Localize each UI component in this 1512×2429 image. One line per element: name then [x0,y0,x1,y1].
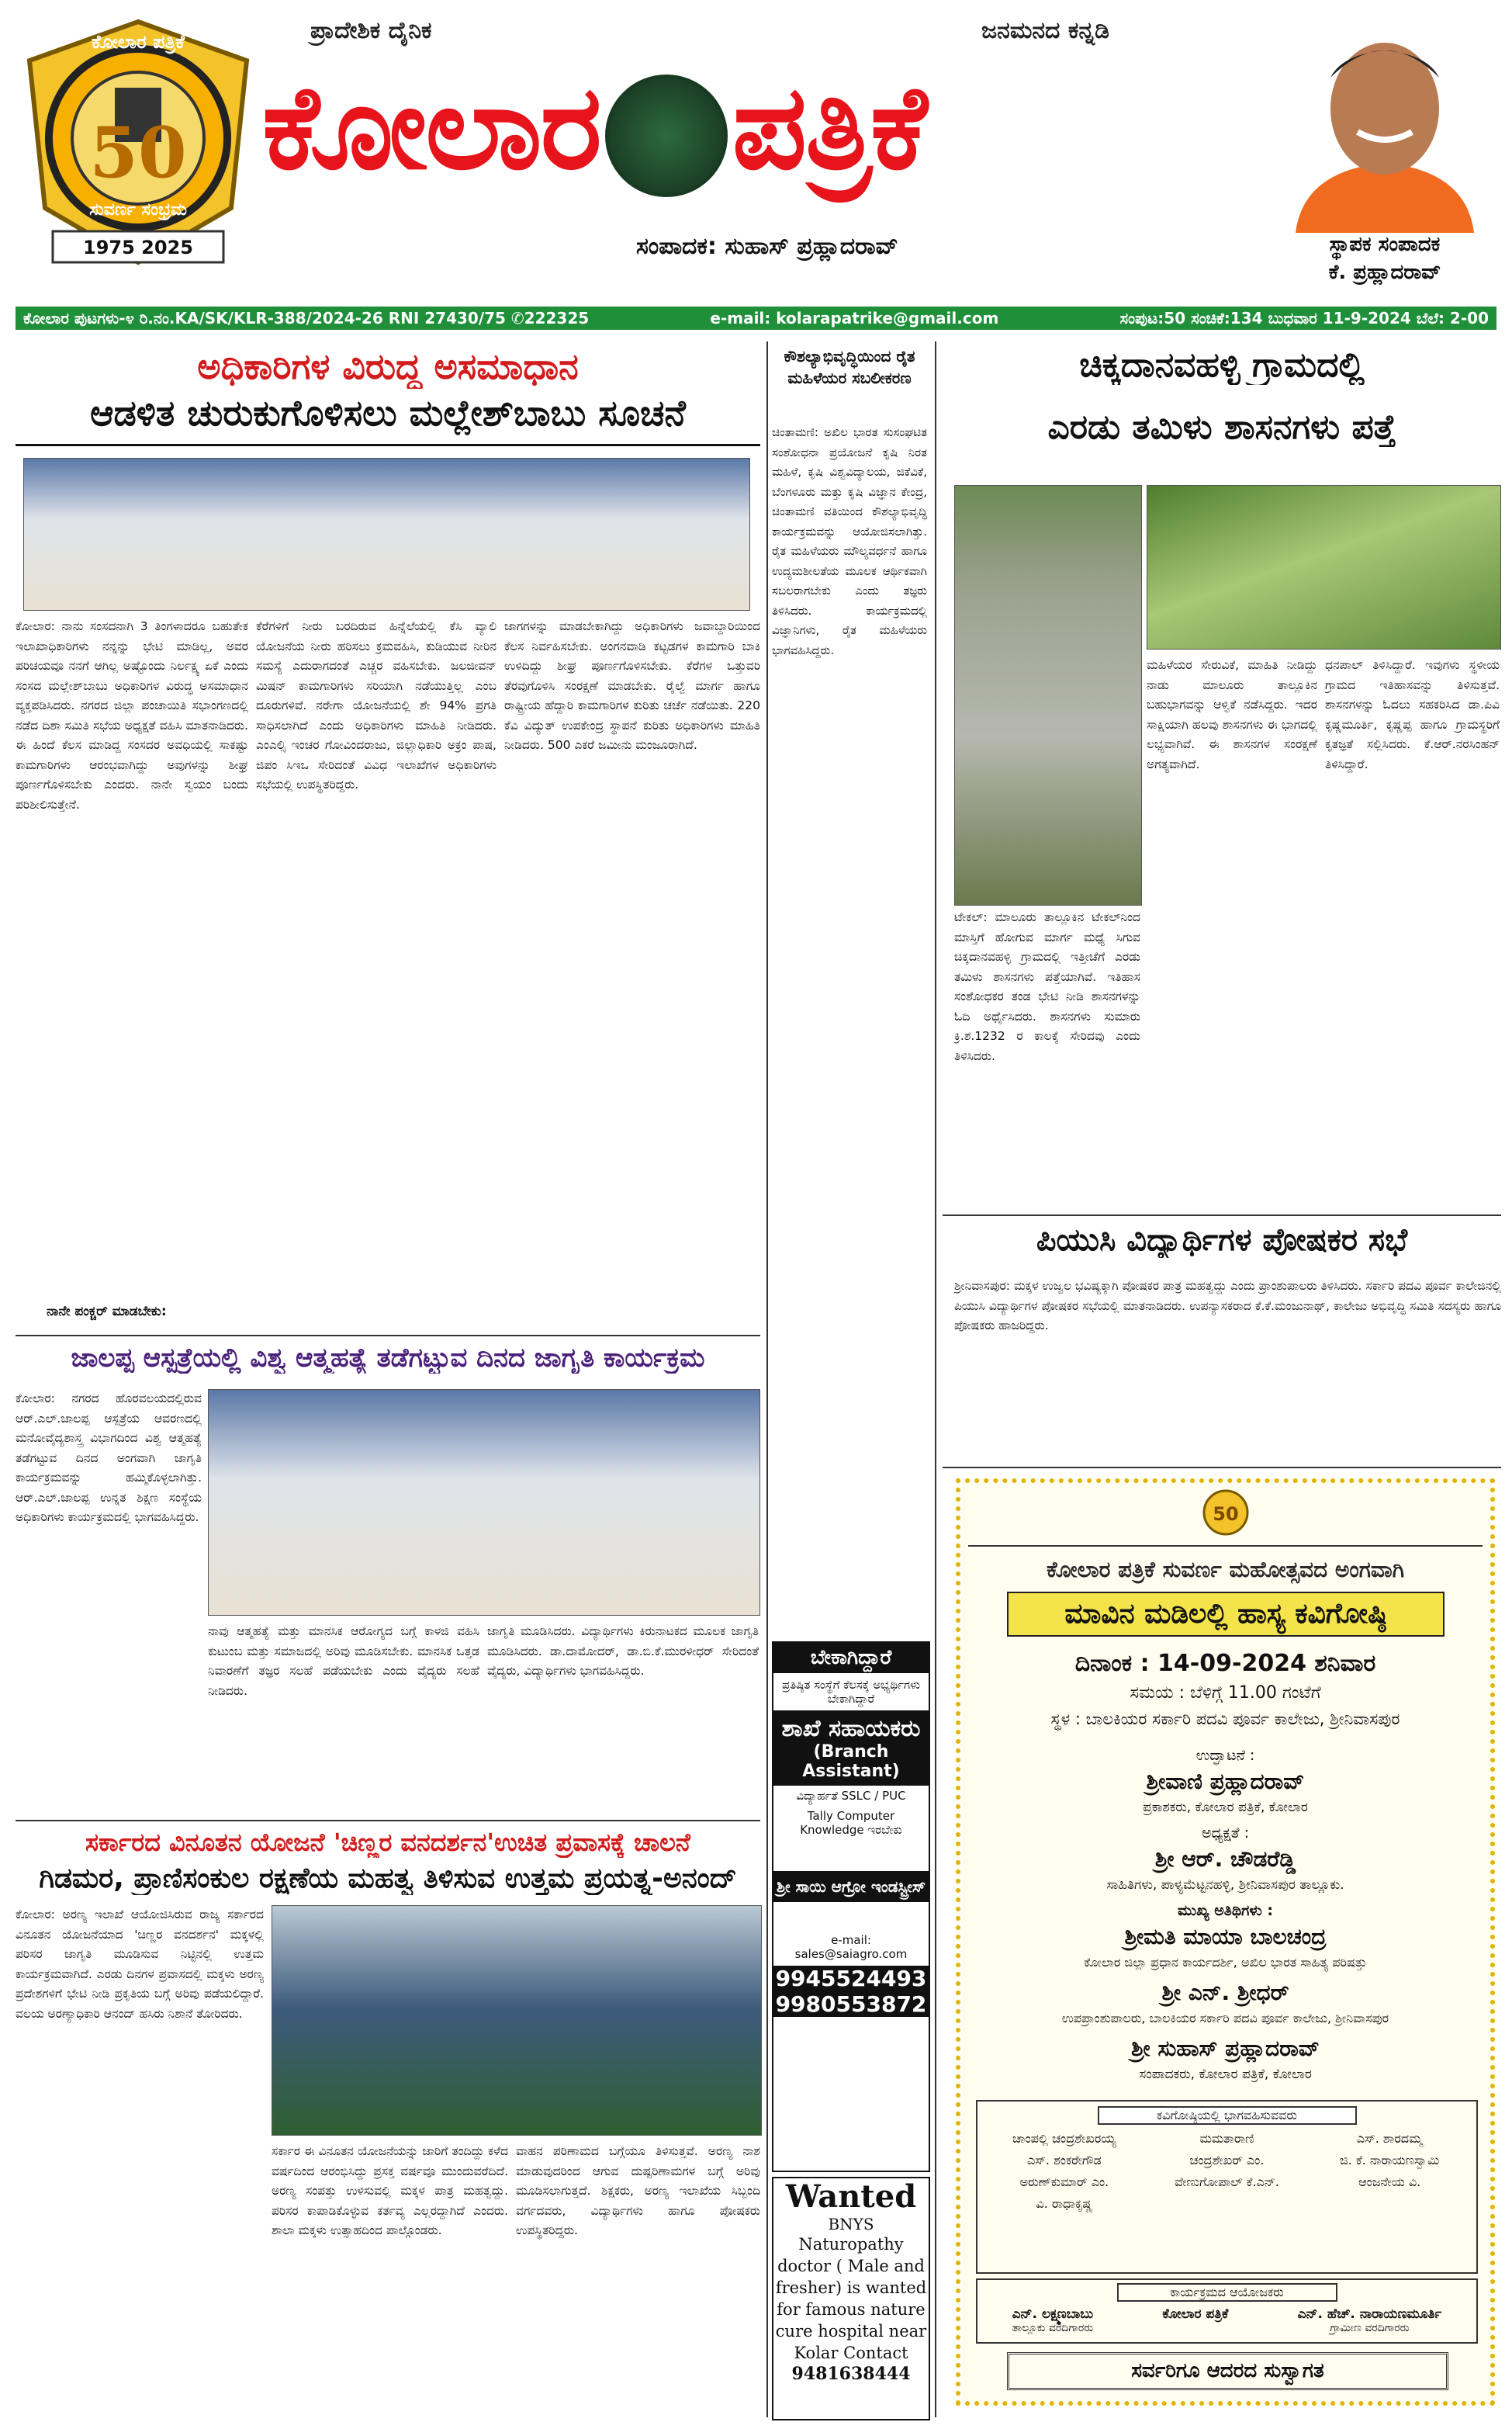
poet-name: ಮಮತಾರಾಣಿ [1199,2131,1254,2146]
story3-col2: ಸರ್ಕಾರ ಈ ವಿನೂತನ ಯೋಜನೆಯನ್ನು ಜಾರಿಗೆ ತಂದಿದ್ದು ಕಳೆದ ವರ್ಷದಿಂದ ಆರಂಭಿಸಿದ್ದು ಪ್ರಸಕ್ತ ವರ್ಷವೂ ಮುಂದುವರೆದಿದೆ. ಅರಣ್ಯ ಸಂಪತ್ತು ಉಳಿಸುವಲ್ಲಿ ಮಕ್ಕಳ ಪಾತ್ರ ಮಹತ್ವದ್ದು. ಪರಿಸರ ಕಾಪಾಡಿಕೊಳ್ಳುವ ಕರ್ತವ್ಯ ಎಲ್ಲರದ್ದಾಗಿದೆ ಎಂದರು. ಶಾಲಾ ಮಕ್ಕಳು ಉತ್ಸಾಹದಿಂದ ಪಾಲ್ಗೊಂಡರು. [272,2144,508,2237]
divider [943,1214,1501,1216]
organisers-label: ಕಾರ್ಯಕ್ರಮದ ಆಯೋಜಕರು [1117,2283,1337,2302]
invite-guest-5-desc: ಸಂಪಾದಕರು, ಕೋಲಾರ ಪತ್ರಿಕೆ, ಕೋಲಾರ [1139,2067,1312,2082]
advert-company: ಶ್ರೀ ಸಾಯಿ ಆಗ್ರೋ ಇಂಡಸ್ಟ್ರೀಸ್ [773,1871,929,1902]
job-advert [772,1641,930,2172]
villagers-photo [1147,485,1501,650]
story3-headline1: ಸರ್ಕಾರದ ವಿನೂತನ ಯೋಜನೆ 'ಚಿಣ್ಣರ ವನದರ್ಶನ'ಉಚಿತ ಪ್ರವಾಸಕ್ಕೆ ಚಾಲನೆ [85,1828,690,1857]
divider [943,1467,1501,1468]
divider [16,1820,760,1821]
invite-role-chief-guests: ಮುಖ್ಯ ಅತಿಥಿಗಳು : [1178,1902,1273,1919]
invite-banner: ಕೋಲಾರ ಪತ್ರಿಕೆ ಸುವರ್ಣ ಮಹೋತ್ಸವದ ಅಂಗವಾಗಿ [1046,1557,1405,1582]
wanted-text: Naturopathy doctor ( Male and fresher) is wanted for famous nature cure hospital near Kolar Contact [775,2235,927,2362]
seal-top-text: ಕೋಲಾರ ಪತ್ರಿಕೆ [92,31,185,53]
invite-guest-3-desc: ಕೋಲಾರ ಜಿಲ್ಲಾ ಪ್ರಧಾನ ಕಾರ್ಯದರ್ಶಿ, ಅಖಿಲ ಭಾರತ ಸಾಹಿತ್ಯ ಪರಿಷತ್ತು [1084,1955,1367,1970]
story4-headline1: ಚಿಕ್ಕದಾನವಹಳ್ಳಿ ಗ್ರಾಮದಲ್ಲಿ [1079,345,1365,385]
story1-col2: ಕೆರೆಗಳಿಗೆ ನೀರು ಬರದಿರುವ ಹಿನ್ನೆಲೆಯಲ್ಲಿ ಕೆಸಿ ವ್ಯಾಲಿ ಯೋಜನೆಯ ನೀರು ಹರಿಸಲು ಕ್ರಮವಹಿಸಿ, ಕುಡಿಯುವ ನೀರಿನ ಸಮಸ್ಯೆ ಎದುರಾಗದಂತೆ ಎಚ್ಚರ ವಹಿಸಬೇಕು. ಜಲಜೀವನ್ ಮಿಷನ್ ಕಾಮಗಾರಿಗಳು ಸರಿಯಾಗಿ ನಡೆಯುತ್ತಿಲ್ಲ ಎಂಬ ದೂರುಗಳಿವೆ. ನರೇಗಾ ಯೋಜನೆಯಲ್ಲಿ ಶೇ 94% ಪ್ರಗತಿ ಸಾಧಿಸಲಾಗಿದೆ ಎಂದು ಅಧಿಕಾರಿಗಳು ಮಾಹಿತಿ ನೀಡಿದರು. ಎಂಎಲ್ಸಿ ಇಂಚರ ಗೋವಿಂದರಾಜು, ಜಿಲ್ಲಾಧಿಕಾರಿ ಅಕ್ರಂ ಪಾಷ, ಜಿಪಂ ಸಿಇಒ ಸೇರಿದಂತೆ ವಿವಿಧ ಇಲಾಖೆಗಳ ಅಧಿಕಾರಿಗಳು ಸಭೆಯಲ್ಲಿ ಉಪಸ್ಥಿತರಿದ್ದರು. [256,619,497,792]
issue-info: ಸಂಪುಟ:50 ಸಂಚಿಕೆ:134 ಬುಧವಾರ 11-9-2024 ಬೆಲೆ: 2-00 [1119,309,1489,327]
story1-headline1: ಅಧಿಕಾರಿಗಳ ವಿರುದ್ಧ ಅಸಮಾಧಾನ [197,345,579,387]
meeting-photo [23,458,750,611]
column-divider [935,341,936,2417]
advert-intro: ಪ್ರತಿಷ್ಠಿತ ಸಂಸ್ಥೆಗೆ ಕೆಲಸಕ್ಕೆ ಅಭ್ಯರ್ಥಿಗಳು ಬೇಕಾಗಿದ್ದಾರೆ [781,1678,921,1706]
info-strip [16,307,1496,330]
elephant-emblem-icon [605,74,728,197]
advert-phone-2: 9980553872 [773,1991,929,2017]
seal-years: 1975 2025 [83,237,193,258]
poet-name: ಅರುಣ್‌ಕುಮಾರ್ ಎಂ. [1019,2174,1109,2189]
invite-guest-4-desc: ಉಪಪ್ರಾಂಶುಪಾಲರು, ಬಾಲಕಿಯರ ಸರ್ಕಾರಿ ಪದವಿ ಪೂರ್ವ ಕಾಲೇಜು, ಶ್ರೀನಿವಾಸಪುರ [1061,2011,1389,2025]
invite-guest-1: ಶ್ರೀವಾಣಿ ಪ್ರಹ್ಲಾದರಾವ್ [1146,1769,1305,1794]
editor-line: ಸಂಪಾದಕ: ಸುಹಾಸ್ ಪ್ರಹ್ಲಾದರಾವ್ [636,233,898,260]
advert-role-kannada: ಶಾಖೆ ಸಹಾಯಕರು [781,1715,921,1742]
story4-col2: ಮಹಿಳೆಯರ ಸೇರುವಿಕೆ, ಮಾಹಿತಿ ನೀಡಿದ್ದು ನಾಡು ಮಾಲೂರು ತಾಲ್ಲೂಕಿನ ಬಹುಭಾಗವನ್ನು ಆಳ್ವಿಕೆ ನಡೆಸಿದ್ದರು. ಇದರ ಸಾಕ್ಷಿಯಾಗಿ ಹಲವು ಶಾಸನಗಳು ಈ ಭಾಗದಲ್ಲಿ ಲಭ್ಯವಾಗಿವೆ. ಈ ಶಾಸನಗಳ ಸಂರಕ್ಷಣೆ ಅಗತ್ಯವಾಗಿದೆ. [1147,658,1317,771]
advert-qualification: ವಿದ್ಯಾರ್ಹತೆ SSLC / PUC [796,1789,906,1803]
story2-col2: ನಾವು ಆತ್ಮಹತ್ಯೆ ಮತ್ತು ಮಾನಸಿಕ ಆರೋಗ್ಯದ ಬಗ್ಗೆ ಕಾಳಜಿ ವಹಿಸಿ ಕುಟುಂಬ ಮತ್ತು ಸಮಾಜದಲ್ಲಿ ಅರಿವು ಮೂಡಿಸಬೇಕು. ಮಾನಸಿಕ ಒತ್ತಡ ನಿವಾರಣೆಗೆ ತಜ್ಞರ ಸಲಹೆ ಪಡೆಯಬೇಕು ಎಂದು ವೈದ್ಯರು ಸಲಹೆ ನೀಡಿದರು. [208,1624,479,1698]
rule [16,444,760,446]
poet-name: ವೇಣುಗೋಪಾಲ್ ಕೆ.ಎನ್. [1175,2174,1279,2189]
event-invitation [956,1478,1495,2406]
invite-guest-5: ಶ್ರೀ ಸುಹಾಸ್ ಪ್ರಹ್ಲಾದರಾವ್ [1131,2036,1320,2061]
poets-list [977,2131,1476,2212]
story4-headline2: ಎರಡು ತಮಿಳು ಶಾಸನಗಳು ಪತ್ತೆ [1047,407,1396,447]
poet-name: ಎಸ್. ಶಂಕರೇಗೌಡ [1026,2153,1102,2167]
founder-portrait [1272,23,1497,233]
column-divider [766,341,768,2417]
story5-text: ಶ್ರೀನಿವಾಸಪುರ: ಮಕ್ಕಳ ಉಜ್ವಲ ಭವಿಷ್ಯಕ್ಕಾಗಿ ಪೋಷಕರ ಪಾತ್ರ ಮಹತ್ವದ್ದು ಎಂದು ಪ್ರಾಂಶುಪಾಲರು ತಿಳಿಸಿದರು. ಸರ್ಕಾರಿ ಪದವಿ ಪೂರ್ವ ಕಾಲೇಜಿನಲ್ಲಿ ಪಿಯುಸಿ ವಿದ್ಯಾರ್ಥಿಗಳ ಪೋಷಕರ ಸಭೆಯಲ್ಲಿ ಮಾತನಾಡಿದರು. ಉಪನ್ಯಾಸಕರಾದ ಕೆ.ಕೆ.ಮಂಜುನಾಥ್, ಕಾಲೇಜು ಅಭಿವೃದ್ಧಿ ಸಮಿತಿ ಸದಸ್ಯರು ಹಾಗೂ ಪೋಷಕರು ಹಾಜರಿದ್ದರು. [954,1279,1501,1332]
story4-col1: ಟೇಕಲ್: ಮಾಲೂರು ತಾಲ್ಲೂಕಿನ ಟೇಕಲ್‌ನಿಂದ ಮಾಸ್ತಿಗೆ ಹೋಗುವ ಮಾರ್ಗ ಮಧ್ಯೆ ಸಿಗುವ ಚಿಕ್ಕದಾನವಹಳ್ಳಿ ಗ್ರಾಮದಲ್ಲಿ ಇತ್ತೀಚೆಗೆ ಎರಡು ತಮಿಳು ಶಾಸನಗಳು ಪತ್ತೆಯಾಗಿವೆ. ಇತಿಹಾಸ ಸಂಶೋಧಕರ ತಂಡ ಭೇಟಿ ನೀಡಿ ಶಾಸನಗಳನ್ನು ಓದಿ ಅರ್ಥೈಸಿದರು. ಶಾಸನಗಳು ಸುಮಾರು ಕ್ರಿ.ಶ.1232 ರ ಕಾಲಕ್ಕೆ ಸೇರಿದವು ಎಂದು ತಿಳಿಸಿದರು. [954,910,1140,1063]
story3-headline2: ಗಿಡಮರ, ಪ್ರಾಣಿಸಂಕುಲ ರಕ್ಷಣೆಯ ಮಹತ್ವ ತಿಳಿಸುವ ಉತ್ತಮ ಪ್ರಯತ್ನ-ಅನಂದ್ [39,1862,737,1894]
story2-headline: ಜಾಲಪ್ಪ ಆಸ್ಪತ್ರೆಯಲ್ಲಿ ವಿಶ್ವ ಆತ್ಮಹತ್ಯೆ ತಡೆಗಟ್ಟುವ ದಿನದ ಜಾಗೃತಿ ಕಾರ್ಯಕ್ರಮ [71,1343,705,1374]
invite-date: ದಿನಾಂಕ : 14-09-2024 ಶನಿವಾರ [1074,1650,1376,1677]
advert-skill: Tally Computer Knowledge ಇರಬೇಕು [800,1809,902,1837]
story1-subhead: ನಾನೇ ಪಂಕ್ಚರ್ ಮಾಡಬೇಕು: [47,1304,167,1319]
inscription-stone-photo [954,485,1142,906]
seal-bottom-text: ಸುವರ್ಣ ಸಂಭ್ರಮ [89,200,187,220]
wanted-phone: 9481638444 [791,2364,911,2384]
nameplate-left: ಕೋಲಾರ [262,61,600,196]
poets-box [976,2100,1478,2274]
wanted-title: Wanted [785,2178,917,2215]
invite-footer: ಸರ್ವರಿಗೂ ಆದರದ ಸುಸ್ವಾಗತ [1007,2352,1448,2390]
poet-name: ಎಸ್. ಶಾರದಮ್ಮ [1356,2131,1423,2146]
story1-headline2: ಆಡಳಿತ ಚುರುಕುಗೊಳಿಸಲು ಮಲ್ಲೇಶ್‌ಬಾಬು ಸೂಚನೆ [90,392,686,434]
story2-col3: ಜಾಗೃತಿ ಮೂಡಿಸಿದರು. ವಿದ್ಯಾರ್ಥಿಗಳು ಕಿರುನಾಟಕದ ಮೂಲಕ ಜಾಗೃತಿ ಮೂಡಿಸಿದರು. ಡಾ.ದಾಮೋದರ್, ಡಾ.ಬಿ.ಕೆ.ಮುರಳೀಧರ್ ಸೇರಿದಂತೆ ವೈದ್ಯರು, ವಿದ್ಯಾರ್ಥಿಗಳು ಭಾಗವಹಿಸಿದ್ದರು. [487,1624,759,1678]
divider [968,1545,1483,1547]
advert-email: e-mail: sales@saiagro.com [794,1933,908,1961]
founder-name: ಕೆ. ಪ್ರಹ್ಲಾದರಾವ್ [1328,261,1441,284]
invite-place: ಸ್ಥಳ : ಬಾಲಕಿಯರ ಸರ್ಕಾರಿ ಪದವಿ ಪೂರ್ವ ಕಾಲೇಜು, ಶ್ರೀನಿವಾಸಪುರ [1050,1710,1400,1728]
organisers-box [976,2278,1478,2344]
poets-label: ಕವಿಗೋಷ್ಠಿಯಲ್ಲಿ ಭಾಗವಹಿಸುವವರು [1098,2106,1357,2125]
organiser-desc: ತಾಲ್ಲೂಕು ವರದಿಗಾರರು [1012,2322,1094,2334]
invite-guest-3: ಶ್ರೀಮತಿ ಮಾಯಾ ಬಾಲಚಂದ್ರ [1124,1924,1327,1949]
invite-guest-4: ಶ್ರೀ ಎನ್. ಶ್ರೀಧರ್ [1161,1980,1289,2005]
sidebar-headline: ಕೌಶಲ್ಯಾಭಿವೃದ್ಧಿಯಿಂದ ರೈತ ಮಹಿಳೆಯರ ಸಬಲೀಕರಣ [784,347,915,387]
story1-col1: ಕೋಲಾರ: ನಾನು ಸಂಸದನಾಗಿ 3 ತಿಂಗಳಾದರೂ ಬಹುತೇಕ ಇಲಾಖಾಧಿಕಾರಿಗಳು ನನ್ನನ್ನು ಭೇಟಿ ಮಾಡಿಲ್ಲ, ಅವರ ಪರಿಚಯವೂ ನನಗೆ ಆಗಿಲ್ಲ ಅಷ್ಟೊಂದು ನಿರ್ಲಕ್ಷ್ಯ ಏಕೆ ಎಂದು ಸಂಸದ ಮಲ್ಲೇಶ್‌ಬಾಬು ಅಧಿಕಾರಿಗಳ ವಿರುದ್ಧ ಅಸಮಾಧಾನ ವ್ಯಕ್ತಪಡಿಸಿದರು. ನಗರದ ಜಿಲ್ಲಾ ಪಂಚಾಯಿತಿ ಸಭಾಂಗಣದಲ್ಲಿ ನಡೆದ ದಿಶಾ ಸಮಿತಿ ಸಭೆಯ ಅಧ್ಯಕ್ಷತೆ ವಹಿಸಿ ಮಾತನಾಡಿದರು. ಈ ಹಿಂದೆ ಕೆಲಸ ಮಾಡಿದ್ದ ಸಂಸದರ ಅವಧಿಯಲ್ಲಿ ಸಾಕಷ್ಟು ಕಾಮಗಾರಿಗಳು ಆರಂಭವಾಗಿದ್ದು ಅವುಗಳನ್ನು ಶೀಘ್ರ ಪೂರ್ಣಗೊಳಿಸಬೇಕು ಎಂದರು. ನಾನೇ ಸ್ವಯಂ ಬಂದು ಪರಿಶೀಲಿಸುತ್ತೇನೆ. [16,619,248,812]
story2-col1: ಕೋಲಾರ: ನಗರದ ಹೊರವಲಯದಲ್ಲಿರುವ ಆರ್.ಎಲ್.ಜಾಲಪ್ಪ ಆಸ್ಪತ್ರೆಯ ಆವರಣದಲ್ಲಿ ಮನೋವೈದ್ಯಶಾಸ್ತ್ರ ವಿಭಾಗದಿಂದ ವಿಶ್ವ ಆತ್ಮಹತ್ಯೆ ತಡೆಗಟ್ಟುವ ದಿನದ ಅಂಗವಾಗಿ ಜಾಗೃತಿ ಕಾರ್ಯಕ್ರಮವನ್ನು ಹಮ್ಮಿಕೊಳ್ಳಲಾಗಿತ್ತು. ಆರ್.ಎಲ್.ಜಾಲಪ್ಪ ಉನ್ನತ ಶಿಕ್ಷಣ ಸಂಸ್ಥೆಯ ಅಧಿಕಾರಿಗಳು ಕಾರ್ಯಕ್ರಮದಲ್ಲಿ ಭಾಗವಹಿಸಿದ್ದರು. [16,1391,202,1524]
registration-info: ಕೋಲಾರ ಪುಟಗಳು-೪ ರಿ.ನಂ.KA/SK/KLR-388/2024-26 RNI 27430/75 ✆222325 [23,309,590,327]
advert-title: ಬೇಕಾಗಿದ್ದಾರೆ [773,1643,929,1673]
founder-role: ಸ್ಥಾಪಕ ಸಂಪಾದಕ [1329,233,1441,256]
invite-time: ಸಮಯ : ಬೆಳಿಗ್ಗೆ 11.00 ಗಂಟೆಗೆ [1130,1683,1321,1703]
story3-col3: ವಾಹನ ಪರಿಣಾಮದ ಬಗ್ಗೆಯೂ ತಿಳಿಸುತ್ತವೆ. ಅರಣ್ಯ ನಾಶ ಮಾಡುವುದರಿಂದ ಆಗುವ ದುಷ್ಪರಿಣಾಮಗಳ ಬಗ್ಗೆ ಅರಿವು ಮೂಡಿಸಲಾಗುತ್ತದೆ. ಶಿಕ್ಷಕರು, ಅರಣ್ಯ ಇಲಾಖೆಯ ಸಿಬ್ಬಂದಿ ವರ್ಗದವರು, ವಿದ್ಯಾರ್ಥಿಗಳು ಹಾಗೂ ಪೋಷಕರು ಉಪಸ್ಥಿತರಿದ್ದರು. [516,2144,760,2237]
story1-col3: ಜಾಗಗಳನ್ನು ಮಾಡಬೇಕಾಗಿದ್ದು ಅಧಿಕಾರಿಗಳು ಜವಾಬ್ದಾರಿಯಿಂದ ಕೆಲಸ ನಿರ್ವಹಿಸಬೇಕು. ಅಂಗನವಾಡಿ ಕಟ್ಟಡಗಳ ಕಾಮಗಾರಿ ಬಾಕಿ ಉಳಿದಿದ್ದು ಶೀಘ್ರ ಪೂರ್ಣಗೊಳಿಸಬೇಕು. ಕೆರೆಗಳ ಒತ್ತುವರಿ ತೆರವುಗೊಳಿಸಿ ಸಂರಕ್ಷಣೆ ಮಾಡಬೇಕು. ರೈಲ್ವೆ ಮಾರ್ಗ ಹಾಗೂ ರಾಷ್ಟ್ರೀಯ ಹೆದ್ದಾರಿ ಕಾಮಗಾರಿಗಳ ಕುರಿತು ಚರ್ಚೆ ನಡೆಯಿತು. 220 ಕೆವಿ ವಿದ್ಯುತ್ ಉಪಕೇಂದ್ರ ಸ್ಥಾಪನೆ ಕುರಿತು ಅಧಿಕಾರಿಗಳು ಮಾಹಿತಿ ನೀಡಿದರು. 500 ಎಕರೆ ಜಮೀನು ಮಂಜೂರಾಗಿದೆ. [504,619,760,752]
invite-role-preside: ಅಧ್ಯಕ್ಷತೆ : [1202,1824,1249,1842]
invite-guest-1-desc: ಪ್ರಕಾಶಕರು, ಕೋಲಾರ ಪತ್ರಿಕೆ, ಕೋಲಾರ [1143,1800,1308,1815]
poet-name: ಜಿ. ಕೆ. ನಾರಾಯಣಸ್ವಾಮಿ [1339,2153,1440,2167]
divider [16,1335,760,1336]
organiser-name: ಎನ್. ಹೆಚ್. ನಾರಾಯಣಮೂರ್ತಿ [1297,2306,1442,2322]
masthead [0,0,1512,307]
organiser-name: ಕೋಲಾರ ಪತ್ರಿಕೆ [1162,2306,1229,2322]
svg-text:50: 50 [1213,1503,1239,1525]
newspaper-nameplate [262,54,1232,202]
organiser-desc: ಗ್ರಾಮೀಣ ವರದಿಗಾರರು [1330,2322,1410,2334]
tour-launch-photo [272,1905,762,2136]
doctor-wanted-advert [772,2177,930,2420]
email-address: e-mail: kolarapatrike@gmail.com [710,309,999,327]
advert-phone-1: 9945524493 [773,1966,929,1991]
story4-col3: ಧನಪಾಲ್ ತಿಳಿಸಿದ್ದಾರೆ. ಇವುಗಳು ಸ್ಥಳೀಯ ಗ್ರಾಮದ ಇತಿಹಾಸವನ್ನು ತಿಳಿಸುತ್ತವೆ. ಶಾಸನಗಳನ್ನು ಓದಲು ಸಹಕರಿಸಿದ ಡಾ.ಪಿವಿ ಕೃಷ್ಣಮೂರ್ತಿ, ಕೃಷ್ಣಪ್ಪ ಹಾಗೂ ಗ್ರಾಮಸ್ಥರಿಗೆ ಕೃತಜ್ಞತೆ ಸಲ್ಲಿಸಿದರು. ಕೆ.ಆರ್.ನರಸಿಂಹನ್ ತಿಳಿಸಿದ್ದಾರೆ. [1325,658,1500,771]
right-tagline: ಜನಮನದ ಕನ್ನಡಿ [981,17,1110,44]
wanted-qualification: BNYS [828,2215,874,2233]
poet-name: ಚಾಂಪಲ್ಲಿ ಚಂದ್ರಶೇಖರಯ್ಯ [1012,2131,1116,2146]
sidebar-text: ಚಿಂತಾಮಣಿ: ಅಖಿಲ ಭಾರತ ಸುಸಂಘಟಿತ ಸಂಶೋಧನಾ ಪ್ರಯೋಜನೆ ಕೃಷಿ ನಿರತ ಮಹಿಳೆ, ಕೃಷಿ ವಿಶ್ವವಿದ್ಯಾಲಯ, ಜಿಕೆವಿಕೆ, ಬೆಂಗಳೂರು ಮತ್ತು ಕೃಷಿ ವಿಜ್ಞಾನ ಕೇಂದ್ರ, ಚಿಂತಾಮಣಿ ವತಿಯಿಂದ ಕೌಶಲ್ಯಾಭಿವೃದ್ಧಿ ಕಾರ್ಯಕ್ರಮವನ್ನು ಆಯೋಜಿಸಲಾಗಿತ್ತು. ರೈತ ಮಹಿಳೆಯರು ಮೌಲ್ಯವರ್ಧನೆ ಹಾಗೂ ಉದ್ಯಮಶೀಲತೆಯ ಮೂಲಕ ಆರ್ಥಿಕವಾಗಿ ಸಬಲರಾಗಬೇಕು ಎಂದು ತಜ್ಞರು ತಿಳಿಸಿದರು. ಕಾರ್ಯಕ್ರಮದಲ್ಲಿ ವಿಜ್ಞಾನಿಗಳು, ರೈತ ಮಹಿಳೆಯರು ಭಾಗವಹಿಸಿದ್ದರು. [772,425,927,657]
awareness-event-photo [208,1389,760,1616]
organiser-name: ಎನ್. ಲಕ್ಷ್ಮಣಬಾಬು [1012,2306,1094,2322]
founder-photo-icon [1272,23,1497,233]
poet-name: ಆಂಜನೇಯ ವಿ. [1358,2174,1421,2189]
invite-title: ಮಾವಿನ ಮಡಿಲಲ್ಲಿ ಹಾಸ್ಯ ಕವಿಗೋಷ್ಠಿ [1007,1592,1445,1637]
story3-col1: ಕೋಲಾರ: ಅರಣ್ಯ ಇಲಾಖೆ ಆಯೋಜಿಸಿರುವ ರಾಜ್ಯ ಸರ್ಕಾರದ ವಿನೂತನ ಯೋಜನೆಯಾದ 'ಚಿಣ್ಣರ ವನದರ್ಶನ' ಮಕ್ಕಳಲ್ಲಿ ಪರಿಸರ ಜಾಗೃತಿ ಮೂಡಿಸುವ ನಿಟ್ಟಿನಲ್ಲಿ ಉತ್ತಮ ಕಾರ್ಯಕ್ರಮವಾಗಿದೆ. ಎರಡು ದಿನಗಳ ಪ್ರವಾಸದಲ್ಲಿ ಮಕ್ಕಳು ಅರಣ್ಯ ಪ್ರದೇಶಗಳಿಗೆ ಭೇಟಿ ನೀಡಿ ಪ್ರಕೃತಿಯ ಬಗ್ಗೆ ಅರಿವು ಪಡೆಯಲಿದ್ದಾರೆ. ವಲಯ ಅರಣ್ಯಾಧಿಕಾರಿ ಆನಂದ್ ಹಸಿರು ನಿಶಾನೆ ತೋರಿದರು. [16,1908,264,2021]
invite-role-inaugurate: ಉದ್ಘಾಟನೆ : [1195,1747,1255,1764]
poet-name: ಚಂದ್ರಶೇಖರ್ ಎಂ. [1189,2153,1265,2167]
golden-jubilee-logo-icon [1202,1489,1249,1536]
invite-guest-2: ಶ್ರೀ ಆರ್. ಚೌಡರೆಡ್ಡಿ [1154,1846,1296,1872]
invite-guest-2-desc: ಸಾಹಿತಿಗಳು, ಪಾಳ್ಯಮೆಟ್ಟನಹಳ್ಳಿ, ಶ್ರೀನಿವಾಸಪುರ ತಾಲ್ಲೂಕು. [1106,1877,1344,1893]
advert-role-english: (Branch Assistant) [802,1742,900,1781]
anniversary-seal [22,14,254,270]
poet-name: ವಿ. ರಾಧಾಕೃಷ್ಣ [1036,2196,1093,2211]
left-tagline: ಪ್ರಾದೇಶಿಕ ದೈನಿಕ [310,17,432,44]
nameplate-right: ಪತ್ರಿಕೆ [732,61,926,196]
svg-text:50: 50 [89,112,187,194]
story5-headline: ಪಿಯುಸಿ ವಿದ್ಯಾರ್ಥಿಗಳ ಪೋಷಕರ ಸಭೆ [1036,1222,1408,1258]
